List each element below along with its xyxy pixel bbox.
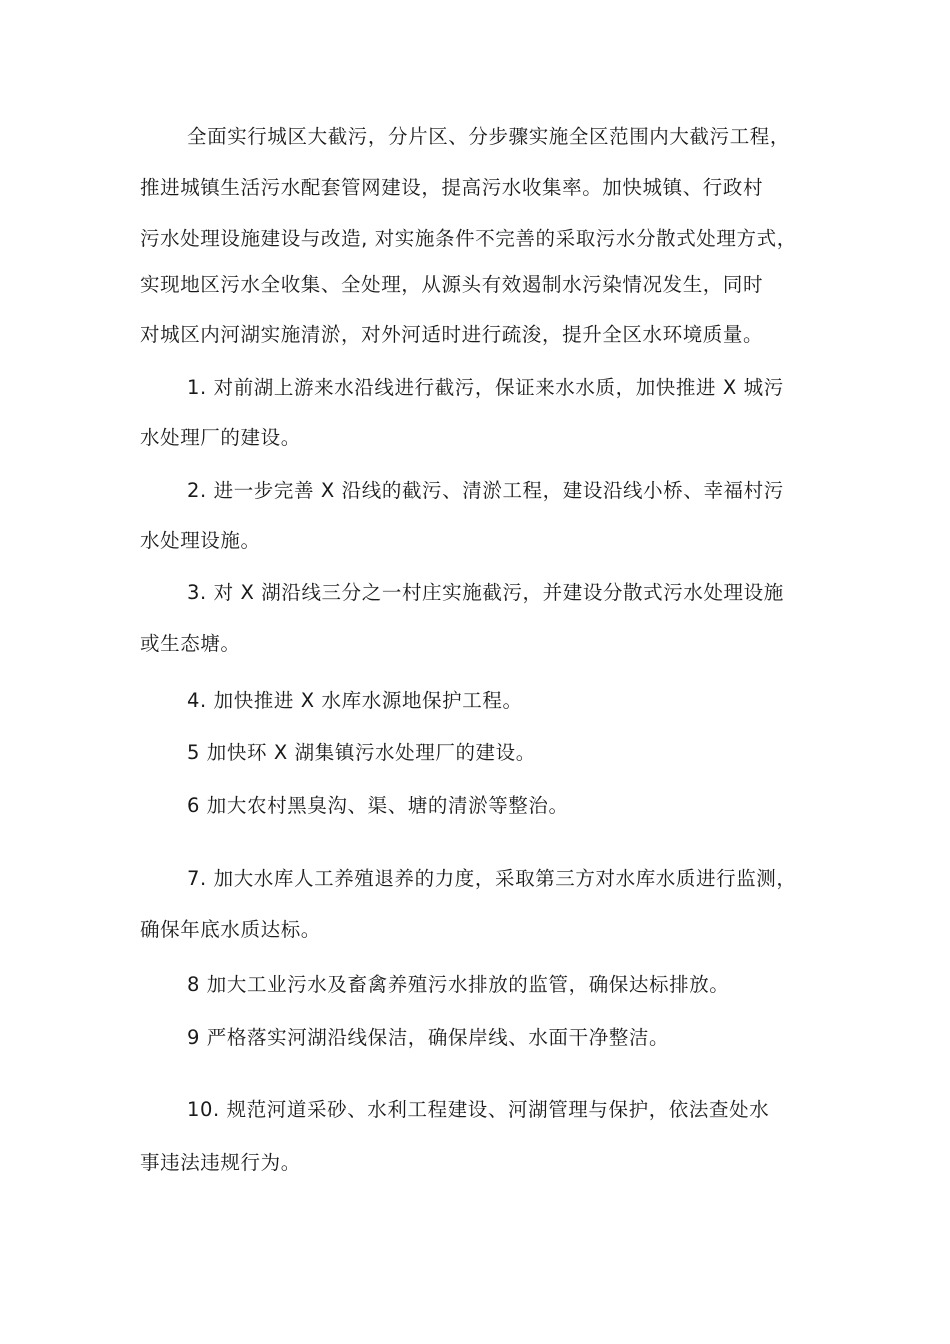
list-item-line: 6 加大农村黑臭沟、渠、塘的清淤等整治。 [187,794,569,817]
intro-line: 污水处理设施建设与改造, 对实施条件不完善的采取污水分散式处理方式， [140,227,797,250]
intro-line: 对城区内河湖实施清淤，对外河适时进行疏浚，提升全区水环境质量。 [140,323,764,346]
intro-line: 实现地区污水全收集、全处理，从源头有效遏制水污染情况发生，同时 [140,273,764,296]
intro-line: 推进城镇生活污水配套管网建设，提高污水收集率。加快城镇、行政村 [140,176,764,199]
list-item-line: 水处理厂的建设。 [140,426,301,449]
list-item-line: 5 加快环 X 湖集镇污水处理厂的建设。 [187,741,536,764]
list-item-line: 或生态塘。 [140,632,241,655]
list-item-line: 4. 加快推进 X 水库水源地保护工程。 [187,689,523,712]
list-item-line: 7. 加大水库人工养殖退养的力度，采取第三方对水库水质进行监测， [187,867,797,890]
intro-line: 全面实行城区大截污，分片区、分步骤实施全区范围内大截污工程， [187,125,791,148]
list-item-line: 水处理设施。 [140,529,261,552]
list-item-line: 3. 对 X 湖沿线三分之一村庄实施截污，并建设分散式污水处理设施 [187,581,784,604]
list-item-line: 8 加大工业污水及畜禽养殖污水排放的监管，确保达标排放。 [187,973,730,996]
list-item-line: 事违法违规行为。 [140,1151,301,1174]
list-item-line: 10. 规范河道采砂、水利工程建设、河湖管理与保护，依法查处水 [187,1098,770,1121]
list-item-line: 9 严格落实河湖沿线保洁，确保岸线、水面干净整洁。 [187,1026,670,1049]
list-item-line: 1. 对前湖上游来水沿线进行截污，保证来水水质，加快推进 X 城污 [187,376,784,399]
list-item-line: 2. 进一步完善 X 沿线的截污、清淤工程，建设沿线小桥、幸福村污 [187,479,784,502]
list-item-line: 确保年底水质达标。 [140,918,321,941]
